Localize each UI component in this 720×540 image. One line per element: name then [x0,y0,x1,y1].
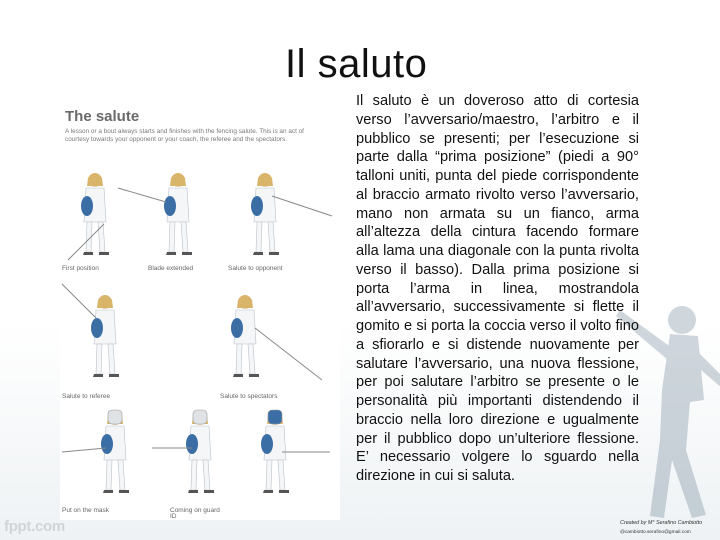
fencer-coming-on-guard [152,410,214,493]
fencer-salute-to-opponent [251,173,332,255]
fencer-salute-to-referee [62,284,119,377]
figure-description: A lesson or a bout always starts and finishes with the fencing salute. This is an act of courtesy towards your opponent or your coach, the referee and the spectators. [65,128,304,143]
salute-illustration [60,104,340,520]
fencer-salute-to-spectators [231,295,322,380]
caption-blade-extended: Blade extended [148,265,194,272]
caption-coming-on-guard: Coming on guard [170,507,220,514]
fencer-blade-extended [118,173,192,255]
figure-page-id: ID [170,513,177,520]
caption-salute-to-spectators: Salute to spectators [220,393,278,400]
caption-put-on-mask: Put on the mask [62,507,109,514]
author-email: @cambiotto.serafino@gmail.com [620,530,691,535]
fppt-watermark: fppt.com [4,518,65,535]
caption-salute-to-opponent: Salute to opponent [228,265,283,272]
fencer-put-on-mask [62,410,129,493]
slide-title: Il saluto [285,42,428,86]
caption-salute-to-referee: Salute to referee [62,393,111,400]
caption-first-position: First position [62,265,99,272]
figure-title: The salute [65,108,140,125]
fencer-first-position [68,152,109,260]
slide-body-text: Il saluto è un doveroso atto di cortesia verso l’avversario/maestro, l’arbitro e il pubblico se presenti; per l’esecuzione si parte dalla “prima posizione” (piedi a 90° talloni uniti, punta del piede corrispondente al braccio armato rivolto verso l’avversario, mano non armata su un fianco, arma all’altezza della cintura facendo formare alla lama una diagonale con la punta rivolta verso il basso). Dalla prima posizione si porta l’arma in linea, mostrandola all’avversario, successivamente si flette il gomito e si porta la coccia verso il volto fino a sfiorarlo e si distende nuovamente per salutare l’avversario, una nuova flessione, per poi salutare l’arbitro se presente o le personalità più importanti distendendo il braccio nella loro direzione e ugualmente per il pubblico dopo un’ulteriore flessione. E’ necessario volgere lo sguardo nella direzione in cui si saluta. [356,93,639,484]
fencer-positions-illustration [60,152,340,520]
author-credit: Created by M° Serafino Cambiotto [620,520,703,526]
fencer-on-guard-right [261,410,330,493]
